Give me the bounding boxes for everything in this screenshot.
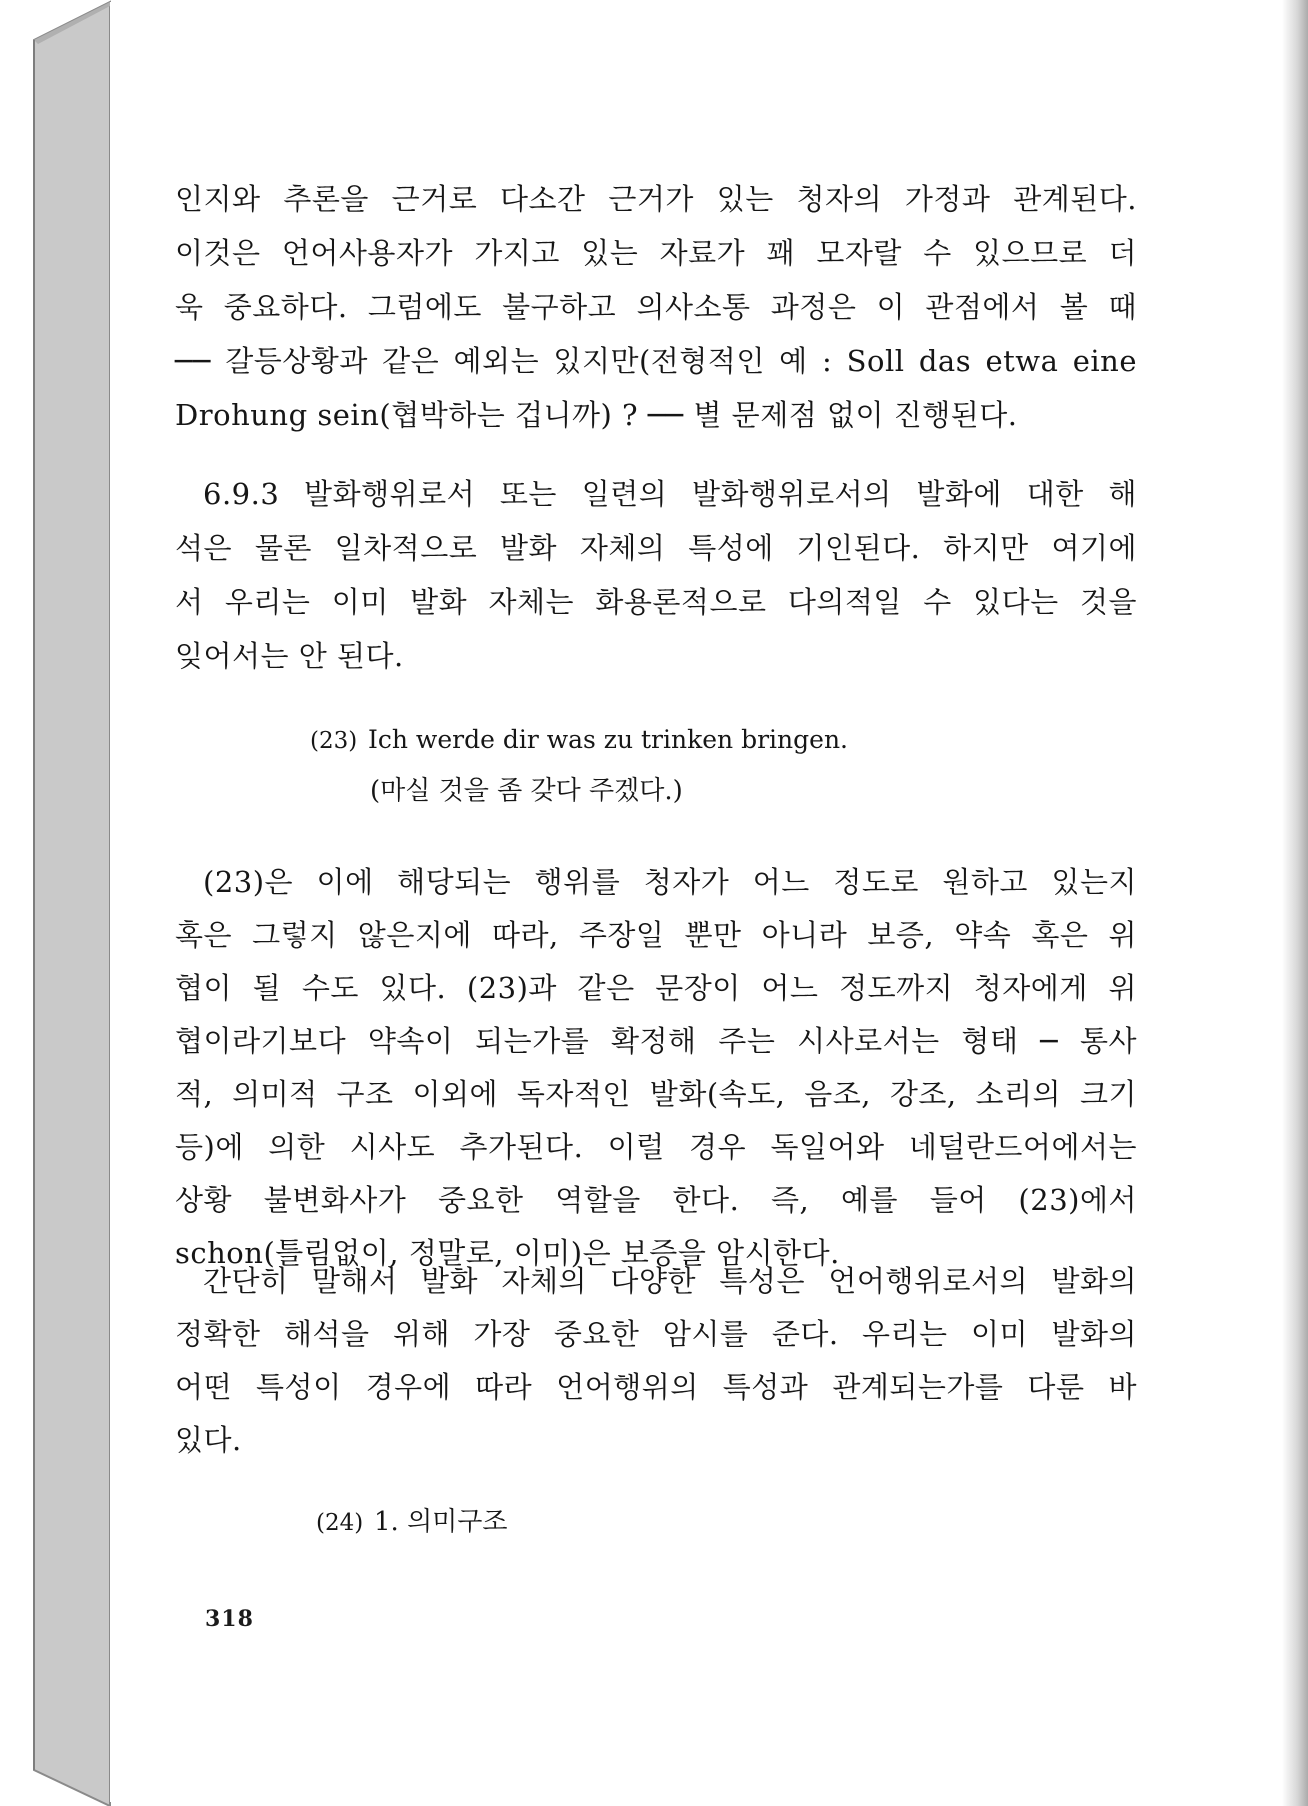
- paragraph-2-line: 6.9.3 발화행위로서 또는 일련의 발화행위로서의 발화에 대한 해: [203, 477, 1137, 511]
- example-text: Ich werde dir was zu trinken bringen.: [368, 725, 848, 754]
- paragraph-4-line: 있다.: [175, 1423, 242, 1457]
- paragraph-1-line: 이것은 언어사용자가 가지고 있는 자료가 꽤 모자랄 수 있으므로 더: [175, 236, 1137, 270]
- paragraph-3-line: 협이 될 수도 있다. (23)과 같은 문장이 어느 정도까지 청자에게 위: [175, 971, 1137, 1005]
- paragraph-3-line: (23)은 이에 해당되는 행위를 청자가 어느 정도로 원하고 있는지: [203, 865, 1137, 899]
- page-number: 318: [205, 1606, 254, 1632]
- example-item: 1. 의미구조: [374, 1507, 508, 1537]
- paragraph-1-line: 욱 중요하다. 그럼에도 불구하고 의사소통 과정은 이 관점에서 볼 때: [175, 290, 1137, 324]
- book-spine: [0, 0, 112, 1806]
- paragraph-1-line: ── 갈등상황과 같은 예외는 있지만(전형적인 예 : Soll das etwa eine: [175, 344, 1137, 378]
- paragraph-2-line: 잊어서는 안 된다.: [175, 639, 404, 673]
- paragraph-2-line: 석은 물론 일차적으로 발화 자체의 특성에 기인된다. 하지만 여기에: [175, 531, 1137, 565]
- example-gloss: (마실 것을 좀 갖다 주겠다.): [370, 776, 683, 806]
- paragraph-2-line: 서 우리는 이미 발화 자체는 화용론적으로 다의적일 수 있다는 것을: [175, 585, 1137, 619]
- page-edge-shadow: [1282, 0, 1308, 1806]
- paragraph-4-line: 어떤 특성이 경우에 따라 언어행위의 특성과 관계되는가를 다룬 바: [175, 1370, 1137, 1404]
- paragraph-4-line: 정확한 해석을 위해 가장 중요한 암시를 준다. 우리는 이미 발화의: [175, 1317, 1137, 1351]
- example-23: [310, 718, 848, 813]
- paragraph-3-line: 혹은 그렇지 않은지에 따라, 주장일 뿐만 아니라 보증, 약속 혹은 위: [175, 918, 1137, 952]
- example-24: [316, 1500, 508, 1545]
- paragraph-3-line: 협이라기보다 약속이 되는가를 확정해 주는 시사로서는 형태 ─ 통사: [175, 1024, 1137, 1058]
- example-number: (23): [310, 728, 358, 754]
- paragraph-1-line: Drohung sein(협박하는 겁니까) ? ── 별 문제점 없이 진행된다.: [175, 398, 1018, 432]
- book-spine-shape: [0, 0, 112, 1806]
- example-number: (24): [316, 1510, 364, 1536]
- paragraph-4: [175, 1255, 1137, 1467]
- paragraph-3-line: 등)에 의한 시사도 추가된다. 이럴 경우 독일어와 네덜란드어에서는: [175, 1130, 1137, 1164]
- paragraph-1-line: 인지와 추론을 근거로 다소간 근거가 있는 청자의 가정과 관계된다.: [175, 182, 1137, 216]
- paragraph-3-line: 상황 불변화사가 중요한 역할을 한다. 즉, 예를 들어 (23)에서: [175, 1183, 1137, 1217]
- paragraph-3-line: 적, 의미적 구조 이외에 독자적인 발화(속도, 음조, 강조, 소리의 크기: [175, 1077, 1137, 1111]
- paragraph-1: [175, 172, 1137, 442]
- paragraph-2: [175, 467, 1137, 683]
- paragraph-3-line: schon(틀림없이, 정말로, 이미)은 보증을 암시한다.: [175, 1236, 840, 1270]
- paragraph-4-line: 간단히 말해서 발화 자체의 다양한 특성은 언어행위로서의 발화의: [203, 1264, 1137, 1298]
- paragraph-3: [175, 856, 1137, 1280]
